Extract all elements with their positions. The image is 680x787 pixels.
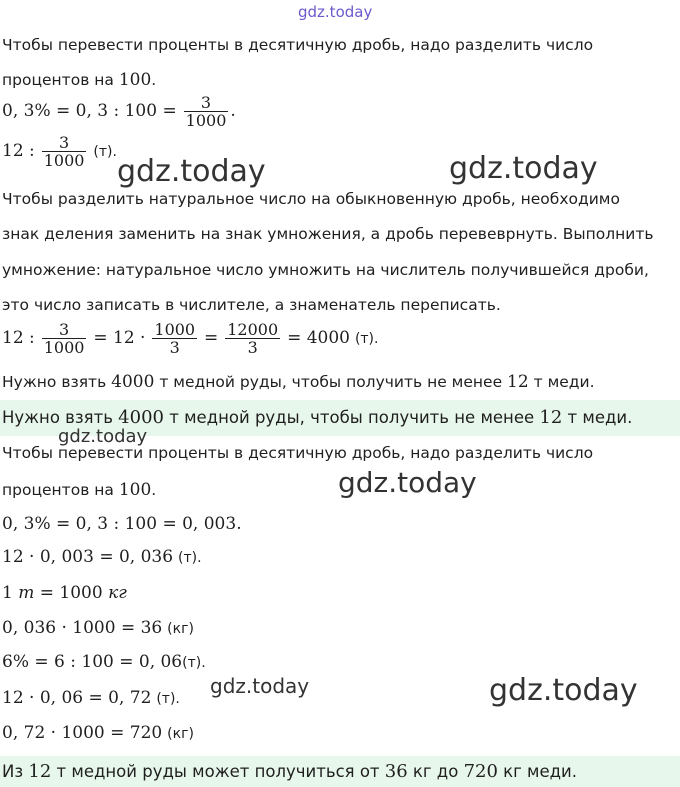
answer-text: Нужно взять 4000 т медной руды, чтобы получить не менее 12 т меди. [2,407,633,428]
paragraph: Чтобы перевести проценты в десятичную дробь, надо разделить число [2,444,594,462]
watermark: gdz.today [58,426,148,447]
equation-line: 0, 72 · 1000 = 720 (кг) [2,723,194,743]
paragraph: Чтобы перевести проценты в десятичную дробь, надо разделить число [2,36,594,54]
watermark: gdz.today [298,3,373,21]
equation-line: 12 · 0, 06 = 0, 72 (т). [2,688,180,708]
answer-text: Из 12 т медной руды может получиться от 36 кг до 720 кг меди. [2,761,578,782]
equation-line: 12 · 0, 003 = 0, 036 (т). [2,547,202,567]
paragraph: знак деления заменить на знак умножения, а дробь перевеврнуть. Выполнить [2,225,654,243]
watermark: gdz.today [210,674,310,698]
paragraph: это число записать в числителе, а знаменатель переписать. [2,296,501,314]
watermark: gdz.today [489,673,638,708]
paragraph: Чтобы разделить натуральное число на обыкновенную дробь, необходимо [2,190,620,208]
equation-line: 6% = 6 : 100 = 0, 06(т). [2,652,206,672]
equation-line: 1 т = 1000 кг [2,583,127,603]
paragraph: процентов на 100. [2,480,157,500]
equation-division-chain: 12 : $\frac{3}{1000}$ = 12 · $\frac{1000}{3}$ = $\frac{12000}{3}$ = 4000 (т). [2,320,379,357]
watermark: gdz.today [449,151,598,186]
equation-line: 0, 036 · 1000 = 36 (кг) [2,618,194,638]
conclusion-text: Нужно взять 4000 т медной руды, чтобы получить не менее 12 т меди. [2,372,595,392]
equation-percent-fraction: 0, 3% = 0, 3 : 100 = $\frac{3}{1000}$ . [2,93,236,130]
equation-division: 12 : $\frac{3}{1000}$ (т). [2,133,117,170]
watermark: gdz.today [117,154,266,189]
equation-line: 0, 3% = 0, 3 : 100 = 0, 003. [2,514,242,534]
paragraph: умножение: натуральное число умножить на числитель получившейся дроби, [2,261,649,279]
paragraph: процентов на 100. [2,70,157,90]
watermark: gdz.today [338,466,477,499]
